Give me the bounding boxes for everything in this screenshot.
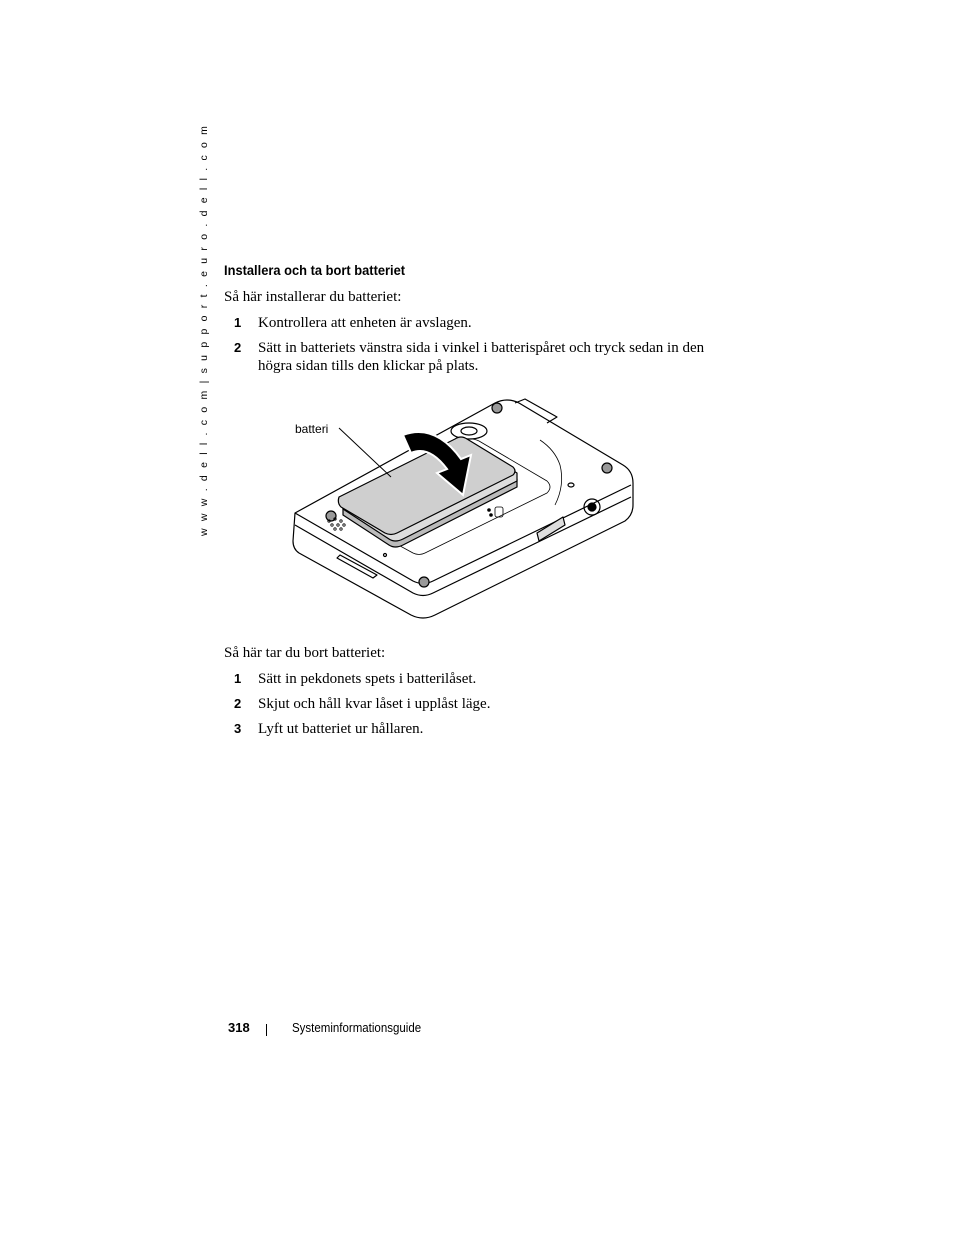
screw	[492, 403, 502, 413]
battery-callout-label: batteri	[295, 422, 329, 436]
step-number: 3	[234, 721, 242, 736]
callout-leader	[339, 428, 391, 477]
remove-intro: Så här tar du bort batteriet:	[224, 645, 386, 661]
screw	[602, 463, 612, 473]
guide-title: Systeminformationsguide	[292, 1021, 422, 1035]
screw	[326, 511, 336, 521]
footer-divider	[266, 1024, 267, 1036]
install-intro: Så här installerar du batteriet:	[224, 289, 402, 305]
page-number: 318	[228, 1020, 250, 1035]
step-number: 1	[234, 671, 242, 686]
step-text: Kontrollera att enheten är avslagen.	[258, 315, 472, 331]
step-text: Sätt in batteriets vänstra sida i vinkel i batterispåret och tryck sedan in den högra sidan tills den klickar på plats.	[258, 340, 705, 374]
step-number: 2	[234, 340, 242, 355]
section-heading: Installera och ta bort batteriet	[224, 262, 406, 278]
step-text: Sätt in pekdonets spets i batterilåset.	[258, 671, 477, 687]
battery-installation-illustration	[285, 395, 640, 625]
step-number: 2	[234, 696, 242, 711]
step-text: Lyft ut batteriet ur hållaren.	[258, 721, 424, 737]
screw	[419, 577, 429, 587]
step-text: Skjut och håll kvar låset i upplåst läge.	[258, 696, 491, 712]
step-number: 1	[234, 315, 242, 330]
side-url: w w w . d e l l . c o m | s u p p o r t . e u r o . d e l l . c o m	[198, 123, 210, 536]
